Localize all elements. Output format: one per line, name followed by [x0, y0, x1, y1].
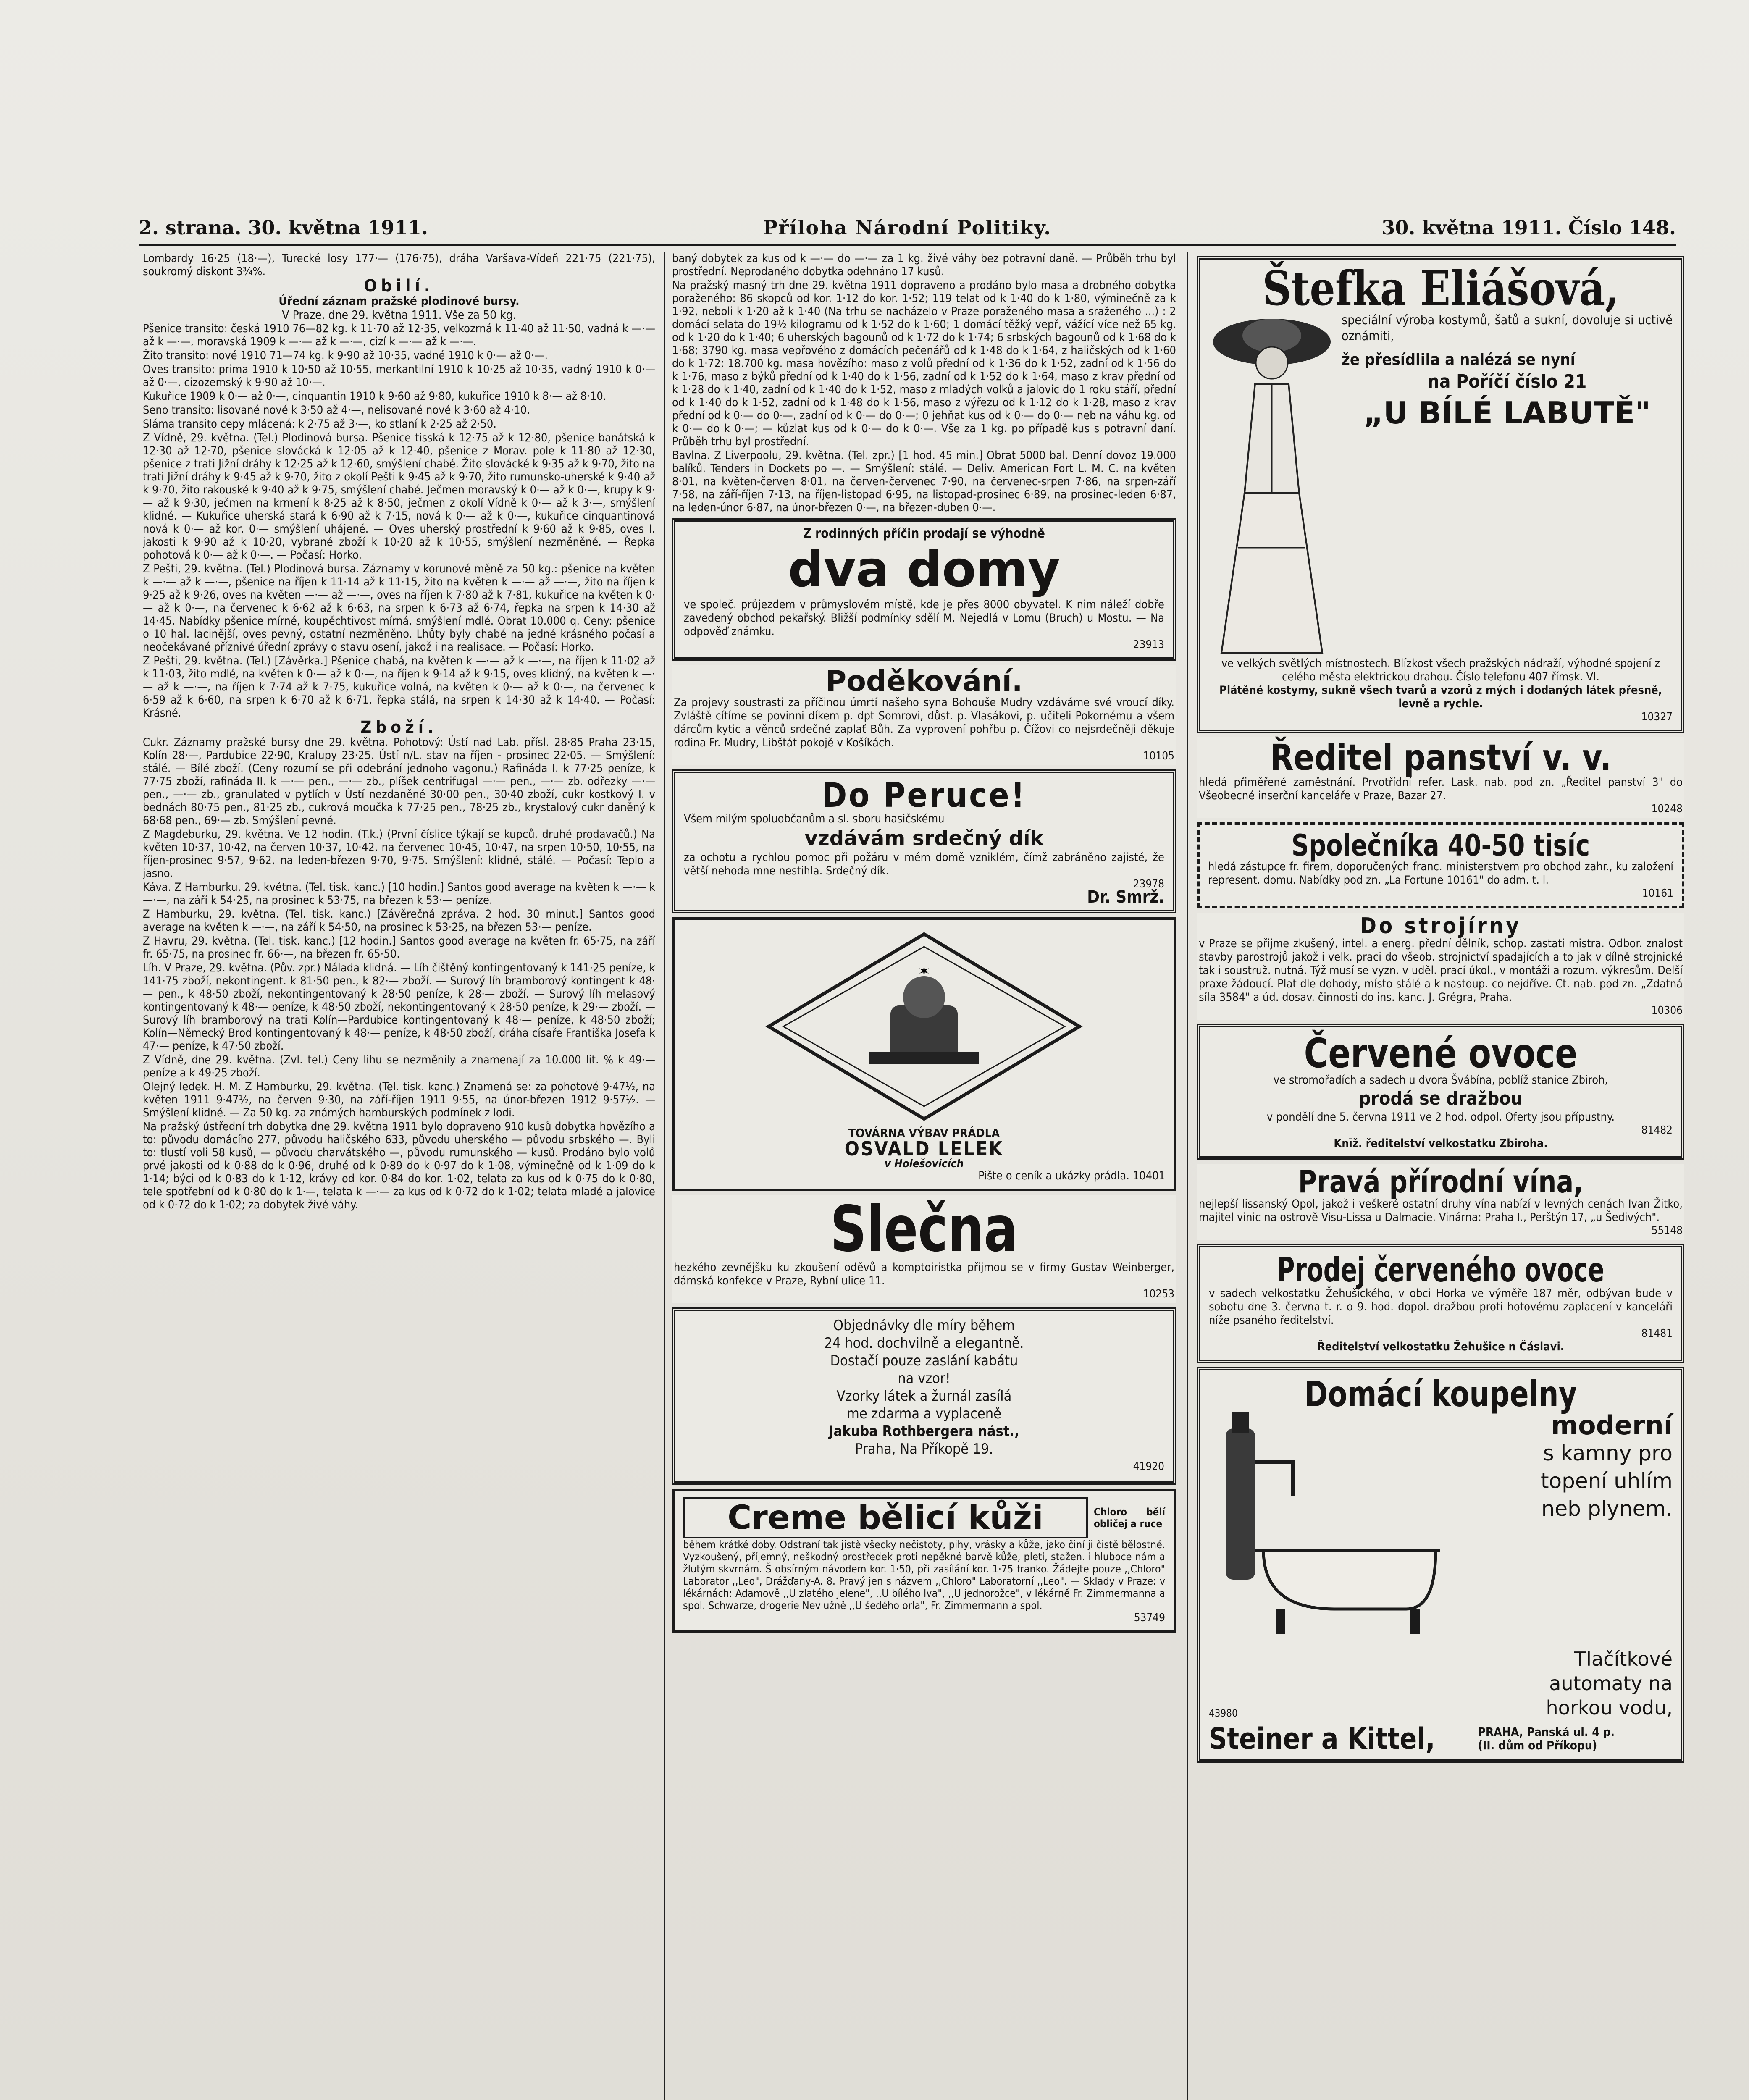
ad-body: hledá zástupce fr. firem, doporučených franc. ministerstvem pro obchod zahr., ku založení represent. domu. Nabídky pod zn. „La Fortune 10161" do adm. t. l. [1208, 860, 1673, 887]
paragraph: Cukr. Záznamy pražské bursy dne 29. května. Pohotový: Ústí nad Lab. přísl. 28·85 Praha 23·15, Kolín 28·—, Pardubice 22·90, Kralupy 23·25. Ústí n/L. stav na říjen - prosinec 22·05. — Smýšlení: stálé. — Bílé zboží. (Ceny rozumí se při odebrání jednoho vagonu.) Rafináda I. k 77·25 peníze, k 77·75 zboží, rafináda II. k —·— pen., —·— zb., plíšek centrifugal —·— pen., —·— zb. odřezky —·— pen., —·— zb., granulated v pytlích v Ústí nezdaněné 30·00 pen., 30·40 zboží, cukr kostkový I. v bednách 80·75 pen., 81·25 zb., cukrová moučka k 77·25 pen., 78·25 zb., krystalový cukr daněný k 68·68 pen., 69·— zb. Smýšlení pevné. [143, 736, 655, 827]
ad-line: topení uhlím [1540, 1469, 1673, 1493]
ad-title: Červené ovoce [1304, 1030, 1578, 1077]
ad-title: Pravá přírodní vína, [1298, 1164, 1584, 1200]
ad-number: 43980 [1209, 1707, 1238, 1719]
paragraph: Z Vídně, dne 29. května. (Zvl. tel.) Ceny lihu se nezměnily a znamenají za 10.000 lit. % k 49·— peníze a k 49·25 zboží. [143, 1053, 655, 1079]
ad-spolecnika [1197, 822, 1684, 908]
ad-reditel-panstvi [1197, 737, 1684, 818]
ad-shop-name: „U BÍLÉ LABUTĚ" [1363, 395, 1651, 430]
ad-address: na Poříčí číslo 21 [1427, 371, 1587, 392]
header-date-left: 2. strana. 30. května 1911. [139, 216, 428, 239]
subheading: V Praze, dne 29. května 1911. Vše za 50 kg. [282, 308, 516, 322]
ad-line: Vzorky látek a žurnál zasílá [836, 1388, 1012, 1404]
ad-line: me zdarma a vyplaceně [847, 1405, 1001, 1422]
ad-do-peruce [672, 769, 1176, 913]
ad-body: v sadech velkostatku Žehušického, v obci Horka ve výměře 187 měr, odbývan bude v sobotu dne 3. června t. r. o 9. hod. dopol. dražbou proti hotovému zaplacení v kanceláři níže psaného ředitelství. [1209, 1287, 1673, 1327]
ad-number: 10306 [1651, 1004, 1683, 1017]
paragraph: Z Magdeburku, 29. května. Ve 12 hodin. (T.k.) (První číslice týkají se kupců, druhé prodavačů.) Na květen 10·37, 10·42, na červen 10·37, 10·42, na červenec 10·45, 10·47, na srpen 10·50, 10·55, na říjen-prosinec 9·57, 9·62, na leden-březen 9·70, 9·75. Smýšlení: klidné, stálé. — Počasí: Teplo a jasno. [143, 828, 655, 880]
ad-domaci-koupelny [1197, 1367, 1684, 1763]
ad-body: Za projevy soustrasti za příčinou úmrtí našeho syna Bohouše Mudry vzdáváme své vroucí díky. Zvláště cítíme se povinni díkem p. dpt Somrovi, důst. p. Vlasákovi, p. učiteli Pokornému a všem dárcům kytic a věnců srdečné zaplať Bůh. Za vyprovení pohřbu p. Čížovi co nejsrdečněji děkuje rodina Fr. Mudry, Libštát pokojě v Košíkách. [674, 696, 1174, 749]
paragraph: Seno transito: lisované nové k 3·50 až 4·—, nelisované nové k 3·60 až 4·10. [143, 404, 530, 417]
ad-line: horkou vodu, [1546, 1696, 1673, 1719]
ad-body: během krátké doby. Odstraní tak jistě všecky nečistoty, pihy, vrásky a kůže, jako činí ji čistě bělostné. Vyzkoušený, příjemný, neškodný prostředek proti nepěkné barvě kůže, pleti, stažen. i hluboce nám a žlutým skvrnám. Š obsírným návodem kor. 1·50, při zasílání kor. 1·75 franko. Žádejte pouze ,,Chloro" Laborator ,,Leo", Drážďany-A. 8. Pravý jen s názvem ,,Chloro" Laboratorní ,,Leo". — Sklady v Praze: v lékárnách: Adamově ,,U zlatého jelene", ,,U bílého lva", ,,U jednorožce", v lékárně Fr. Zimmermanna a spol. Schwarze, drogerie Nevlužně ,,U šedého orla", Fr. Zimmermann a spol. [683, 1538, 1165, 1612]
paragraph: Bavlna. Z Liverpoolu, 29. května. (Tel. zpr.) [1 hod. 45 min.] Obrat 5000 bal. Denní dovoz 19.000 balíků. Tenders in Dockets po —. — Smýšlení: stálé. — Deliv. American Fort L. M. C. na květen 8·01, na květen-červen 8·01, na červen-červenec 7·90, na červenec-srpen 7·86, na srpen-září 7·58, na září-říjen 7·13, na říjen-listopad 6·95, na listopad-prosinec 6·89, na prosinec-leden 6·87, na leden-únor 6·87, na únor-březen 0·—, na březen-duben 0·—. [672, 449, 1176, 514]
column-divider [664, 252, 665, 2100]
ad-number: 10248 [1651, 803, 1683, 815]
ad-signature: Ředitelství velkostatku Žehušice n Čáslavi. [1317, 1340, 1564, 1353]
ad-title: Slečna [830, 1193, 1018, 1266]
logo-arc-text: TOVÁRNA VÝBAV PRÁDLA [848, 1126, 1000, 1140]
ad-body: v pondělí dne 5. června 1911 ve 2 hod. odpol. Oferty jsou přípustny. [1266, 1110, 1615, 1124]
logo-firm-name: OSVALD LELEK [844, 1137, 1004, 1160]
ad-title: Do strojírny [1360, 914, 1521, 939]
ads-column [1197, 252, 1684, 2100]
ad-number: 10327 [1641, 711, 1673, 723]
ad-logo [683, 926, 1165, 1127]
subheading: Úřední záznam pražské plodinové bursy. [278, 294, 520, 308]
ad-osvald-lelek [672, 917, 1176, 1191]
paragraph: Z Pešti, 29. května. (Tel.) Plodinová bursa. Záznamy v korunové měně za 50 kg.: pšenice na květen k —·— až k —·—, pšenice na říjen k 11·14 až k 11·15, žito na květen k —·— až —·—, žito na říjen k 9·25 až k 9·26, oves na květen —·— až —·—, oves na říjen k 7·80 až k 7·81, kukuřice na květen k 0·— až k 0·—, na červenec k 6·62 až k 6·63, na srpen k 6·73 až 6·74, řepka na srpen k 14·30 až 14·45. Nabídky pšenice mírné, koupěchtivost mírná, smýšlení mdlé. Obrat 10.000 q. Ceny: pšenice o 10 hal. lacinější, oves pevný, ostatní nezměněno. Lhůty byly chabé na jedné krásného počasí a neočekávané příznivé úřední zprávy o stavu osení, jakož i na realisace. — Počasí: Horko. [143, 562, 655, 654]
ad-number: 10253 [1143, 1288, 1174, 1300]
section-heading: Zboží. [360, 718, 438, 737]
ad-body: hledá přiměřené zaměstnání. Prvotřídní refer. Lask. nab. pod zn. „Ředitel panství 3" do Všeobecné inserční kanceláře v Praze, Bazar 27. [1199, 776, 1683, 802]
svg-text:✶: ✶ [918, 963, 930, 980]
ad-line: neb plynem. [1541, 1496, 1673, 1521]
ad-title: Společníka 40-50 tisíc [1291, 828, 1590, 863]
paragraph: Pšenice transito: česká 1910 76—82 kg. k 11·70 až 12·35, velkozrná k 11·40 až 11·50, vadná k —·— až k —·—, moravská 1909 k —·— až k —·—, cizí k —·— až k —·—. [143, 322, 655, 348]
ad-body: hezkého zevnějšku ku zkoušení oděvů a komptoiristka přijmou se v firmy Gustav Weinberger, dámská konfekce v Praze, Rybní ulice 11. [674, 1261, 1174, 1287]
paragraph: Z Pešti, 29. května. (Tel.) [Závěrka.] Pšenice chabá, na květen k —·— až k —·—, na říjen k 11·02 až k 11·03, žito mdlé, na květen k 0·— až k 0·—, na říjen k 9·14 až k 9·15, oves klidný, na květen k —·— až k —·—, na říjen k 7·74 až k 7·75, kukuřice volná, na květen k 0·— až k 0·—, na červenec k 6·59 až k 6·60, na srpen k 6·70 až k 6·71, řepka stálá, na srpen k 14·30 až k 14·40. — Počasí: Krásné. [143, 654, 655, 719]
ad-line: s kamny pro [1543, 1441, 1673, 1465]
paragraph: Kukuřice 1909 k 0·— až 0·—, cinquantin 1910 k 9·60 až 9·80, kukuřice 1910 k 8·— až 8·10. [143, 390, 607, 403]
paragraph: Z Havru, 29. května. (Tel. tisk. kanc.) [12 hodin.] Santos good average na květen fr. 65·75, na září fr. 65·75, na prosinec fr. 66·—, na březen fr. 65·50. [143, 934, 655, 961]
ad-firm: Steiner a Kittel, [1209, 1722, 1435, 1756]
ad-side-text: Chloro bělí obličej a ruce [1094, 1506, 1165, 1530]
market-column [143, 252, 655, 2100]
ad-highlight: vzdávám srdečný dík [804, 827, 1044, 850]
paragraph: baný dobytek za kus od k —·— do —·— za 1 kg. živé váhy bez potravní daně. — Průběh trhu byl prostřední. Neprodaného dobytka odehnáno 17 kusů. [672, 252, 1176, 278]
ad-address: PRAHA, Panská ul. 4 p. [1478, 1725, 1615, 1739]
ad-line: Tlačítkové [1574, 1648, 1673, 1670]
ad-podekovani [672, 665, 1176, 765]
ad-number: 55148 [1651, 1224, 1683, 1237]
paragraph: Olejný ledek. H. M. Z Hamburku, 29. května. (Tel. tisk. kanc.) Znamená se: za pohotové 9·47½, na květen 1911 9·47½, na červen 9·30, na září-říjen 1911 9·55, na únor-březen 1912 9·57½. — Smýšlení klidné. — Za 50 kg. za známých hamburských podmínek z lodi. [143, 1080, 655, 1119]
ad-address: (II. dům od Příkopu) [1478, 1738, 1597, 1752]
paragraph: Na pražský ústřední trh dobytka dne 29. května 1911 bylo dopraveno 910 kusů dobytka hovězího a to: původu domácího 277, původu haličského 633, původu uherského — původu srbského —. Byli to: tlustí voli 58 kusů, — původu charvátského —, původu rumunského — kusů. Prodáno bylo volů prvé jakosti od k 0·88 do k 0·96, druhé od k 0·89 do k 0·97 do k 1·08, výminečně od k 1·09 do k 1·14; býci od k 0·83 do k 1·12, krávy od kor. 0·84 do kor. 1·02, telata za kus od k 0·75 do k 0·80, tele spotřební od k 0·80 do k 1·—, telata k —·— za kus od k 0·72 do k 1·02; telata mladé a jalovice od k 0·72 do k 1·02; za dobytek živé váhy. [143, 1120, 655, 1211]
ad-line: moderní [1551, 1410, 1673, 1441]
ad-number: 10401 [1132, 1169, 1165, 1182]
ad-number: 23978 [1133, 878, 1164, 890]
ad-body: za ochotu a rychlou pomoc při požáru v mém domě vzniklém, čímž zabráněno zajisté, že větší nehoda mne nestihla. Srdečný dík. [684, 851, 1164, 877]
ad-dva-domy [672, 518, 1176, 661]
ad-title: dva domy [788, 540, 1060, 598]
ad-kicker: Z rodinných příčin prodají se výhodně [803, 526, 1045, 541]
ad-body: ve stromořadích a sadech u dvora Švábína, poblíž stanice Zbiroh, [1273, 1074, 1608, 1087]
ad-number: 10105 [1143, 750, 1174, 762]
ad-body: Plátěné kostymy, sukně všech tvarů a vzorů z mých i dodaných látek přesně, levně a rychle. [1219, 684, 1662, 710]
ad-highlight: že přesídlila a nalézá se nyní [1342, 350, 1576, 369]
ad-line: na vzor! [898, 1370, 951, 1387]
paragraph: Káva. Z Hamburku, 29. května. (Tel. tisk. kanc.) [10 hodin.] Santos good average na květen k —·— k —·—, na září k 54·25, na prosinec k 53·75, na březen k 53·— peníze. [143, 881, 655, 907]
paragraph: Sláma transito cepy mlácená: k 2·75 až 3·—, ko stlaní k 2·25 až 2·50. [143, 417, 497, 430]
ad-line: Objednávky dle míry během [833, 1317, 1015, 1334]
bath-boiler-illustration-icon [1209, 1412, 1444, 1647]
ad-cervene-ovoce [1197, 1024, 1684, 1160]
ad-body: Všem milým spoluobčanům a sl. sboru hasičskému [684, 812, 945, 825]
ad-title: Do Peruce! [822, 776, 1027, 815]
ad-body-text: Pište o ceník a ukázky prádla. [978, 1169, 1130, 1182]
ad-line: 24 hod. dochvilně a elegantně. [824, 1335, 1024, 1352]
ad-number: 81482 [1641, 1124, 1673, 1137]
laundry-logo-icon [764, 930, 1084, 1123]
paragraph: Z Vídně, 29. května. (Tel.) Plodinová bursa. Pšenice tisská k 12·75 až k 12·80, pšenice banátská k 12·30 až 12·70, pšenice slovácká k 12·05 až k 12·40, pšenice z Morav. pole k 11·80 až 12·30, pšenice z trati Jižní dráhy k 12·25 až k 12·60, smýšlení chabé. Žito slovácké k 9·35 až k 9·70, žito na trati Jižní dráhy k 9·45 až k 9·70, žito z okolí Pešti k 9·45 až k 9·70, žito rumunsko-uherské k 9·40 až k 9·70, žito rakouské k 9·40 až k 9·75, smýšlení chabé. Ječmen moravský k 0·— až k 0·—, krupy k 9·— až k 9·30, ječmen na krmení k 8·25 až k 8·50, ječmen z okolí Vídně k 0·— až k 3·—, smýšlení klidné. — Kukuřice uherská stará k 6·90 až k 7·15, nová k 0·— až k 0·—, kukuřice cinquantinová nová k 0·— až kor. 0·— smýšlení uhájené. — Oves uherský prostřední k 9·60 až k 9·85, oves I. jakosti k 9·90 až k 10·20, vybrané zboží k 10·20 až k 10·55, smýšlení nezměněné. — Řepka pohotová k 0·— až k 0·—. — Počasí: Horko. [143, 431, 655, 562]
ad-line: Dostačí pouze zaslání kabátu [830, 1352, 1018, 1369]
paragraph: Líh. V Praze, 29. května. (Pův. zpr.) Nálada klidná. — Líh čištěný kontingentovaný k 141·25 peníze, k 141·75 zboží, nekontingent. k 81·50 pen., k 82·— zboží. — Surový líh bramborový kontingent k 48·— pen., k 48·50 zboží, nekontingentovaný k 28·50 peníze, k 28·— zboží. — Surový líh melasový kontingentovaný k 48·— peníze, k 48·50 zboží, nekontingentovaný k 28·50 peníze, k 29·— zboží. — Surový líh bramborový na trati Kolín—Pardubice kontingentovaný k 48·— peníze, k 48·50 zboží; Kolín—Německý Brod kontingentovaný k 48·— peníze, k 48·50 zboží, dráha císaře Františka Josefa k 47·— peníze, k 47·50 zboží. [143, 961, 655, 1053]
ad-title: Poděkování. [825, 665, 1023, 698]
ad-prirodni-vina [1197, 1164, 1684, 1240]
ad-do-strojirny [1197, 913, 1684, 1020]
header-title: Příloha Národní Politiky. [763, 216, 1052, 239]
ad-title: Prodej červeného ovoce [1277, 1250, 1605, 1289]
ad-title: Ředitel panství v. v. [1270, 737, 1612, 779]
page-header [139, 212, 1676, 246]
ad-number: 81481 [1641, 1327, 1673, 1340]
ad-slecna [672, 1195, 1176, 1303]
ad-prodej-ovoce [1197, 1244, 1684, 1363]
paragraph: Na pražský masný trh dne 29. května 1911 dopraveno a prodáno bylo masa a drobného dobytka poraženého: 86 skopců od kor. 1·12 do kor. 1·52; 119 telat od k 1·40 do k 1·80, výminečně za k 1·92, neboli k 1·20 až k 1·40 (Na trhu se nacházelo v Praze poraženého masa a sraženého ...) : 2 domácí selata do 19½ kilogramu od k 1·52 do k 1·60; 1 domácí těžký vepř, vážící více než 65 kg. od k 1·20 do k 1·40; 6 uherských bagounů od k 1·72 do k 1·74; 6 srbských bagounů od k 1·68 do k 1·68; 3790 kg. masa vepřového z domácích pečenářů od k 1·48 do k 1·64, z haličských od k 1·60 do k 1·72; 18.700 kg. masa hovězího: maso z volů přední od k 1·36 do k 1·52, zadní od k 1·56 do k 1·76, maso z býků přední od k 1·40 do k 1·56, zadní od k 1·52 do k 1·64, maso z krav přední od k 1·28 do k 1·40, zadní od k 1·40 do k 1·52, maso z mladých volků a jalovic do 1 roku stáří, přední od k 1·40 do k 1·52, zadní od k 1·48 do k 1·56, maso z výřezu od k 1·12 do k 1·28, maso z krav přední od k 0·— do 0·—, zadní od k 0·— do 0·—; 0 jehňat kus od k 0·— do 0·— neb na váhu kg. od k 0·— do k 0·—; — kůzlat kus od k 0·— do k 0·—. Vše za 1 kg. po případě kus s potravní daní. Průběh trhu byl prostřední. [672, 279, 1176, 448]
paragraph: Žito transito: nové 1910 71—74 kg. k 9·90 až 10·35, vadné 1910 k 0·— až 0·—. [143, 349, 548, 362]
ad-firm: Jakuba Rothbergera nást., [829, 1423, 1019, 1440]
ad-number: 10161 [1642, 887, 1673, 900]
ad-creme [672, 1489, 1176, 1633]
ad-title: Creme bělicí kůži [683, 1497, 1088, 1538]
ad-number: 23913 [1133, 638, 1164, 651]
paragraph: Oves transito: prima 1910 k 10·50 až 10·55, merkantilní 1910 k 10·25 až 10·35, vadný 1910 k 0·— až 0·—, cizozemský k 9·90 až 10·—. [143, 363, 655, 389]
mixed-column [672, 252, 1176, 2100]
ad-title: Domácí koupelny [1304, 1373, 1577, 1415]
ad-line: automaty na [1549, 1672, 1673, 1695]
header-rule [139, 244, 1676, 246]
ad-body: v Praze se přijme zkušený, intel. a energ. přední dělník, schop. zastati mistra. Odbor. znalost stavby parostrojů jakož i velk. praci do všeob. strojnictví spadajících a to jak v dílně strojnické tak i soustruž. nutná. Týž musí se vyzn. v uděl. prací úkol., v montáži a rozum. výkresům. Delší praxe žádoucí. Plat dle dohody, místo stálé a k nastoup. co nejdříve. Ct. nab. pod zn. „Zdatná síla 3584" a úd. dosav. činnosti do ins. kanc. J. Grégra, Praha. [1199, 937, 1683, 1004]
ad-body: nejlepší lissanský Opol, jakož i veškeré ostatní druhy vína nabízí v levných cenách Ivan Žitko, majitel vinic na ostrově Visu-Lissa u Dalmacie. Vinárna: Praha I., Perštýn 17, „u Šedivých". [1199, 1197, 1683, 1224]
ad-body: ve velkých světlých místnostech. Blízkost všech pražských nádraží, výhodné spojení z celého města elektrickou drahou. Číslo telefonu 407 římsk. VI. [1221, 657, 1660, 683]
ad-objednavky [672, 1307, 1176, 1485]
header-date-right: 30. května 1911. Číslo 148. [1381, 216, 1676, 239]
ad-address: Praha, Na Příkopě 19. [855, 1441, 993, 1457]
logo-place: v Holešovicích [884, 1158, 964, 1170]
paragraph: Lombardy 16·25 (18·—), Turecké losy 177·— (176·75), dráha Varšava-Vídeň 221·75 (221·75), soukromý diskont 3¾%. [143, 252, 655, 278]
ad-number: 41920 [1133, 1460, 1164, 1473]
ad-body: ve společ. průjezdem v průmyslovém místě, kde je přes 8000 obyvatel. K nim náleží dobře zavedený obchod pekařský. Bližší podmínky sdělí M. Nejedlá v Lomu (Bruch) u Mostu. — Na odpověď známku. [684, 598, 1164, 638]
ad-body [683, 1169, 1165, 1183]
ad-body: speciální výroba kostymů, šatů a sukní, dovoluje si uctivě oznámiti, [1342, 313, 1673, 344]
ad-signature: Knīž. ředitelství velkostatku Zbiroha. [1334, 1137, 1548, 1150]
section-heading: Obilí. [364, 276, 434, 296]
ad-signature: Dr. Smrž. [1087, 887, 1164, 907]
ad-highlight: prodá se dražbou [1359, 1088, 1523, 1109]
ad-stefka-eliasova [1197, 256, 1684, 733]
column-divider [1187, 252, 1188, 2100]
ad-title: Štefka Eliášová, [1262, 261, 1619, 316]
ad-number: 53749 [1134, 1612, 1165, 1624]
lady-dress-illustration-icon [1209, 312, 1335, 657]
paragraph: Z Hamburku, 29. května. (Tel. tisk. kanc.) [Závěrečná zpráva. 2 hod. 30 minut.] Santos good average na květen k —·—, na září k 54·50, na prosinec k 53·25, na březen 53·— peníze. [143, 908, 655, 934]
